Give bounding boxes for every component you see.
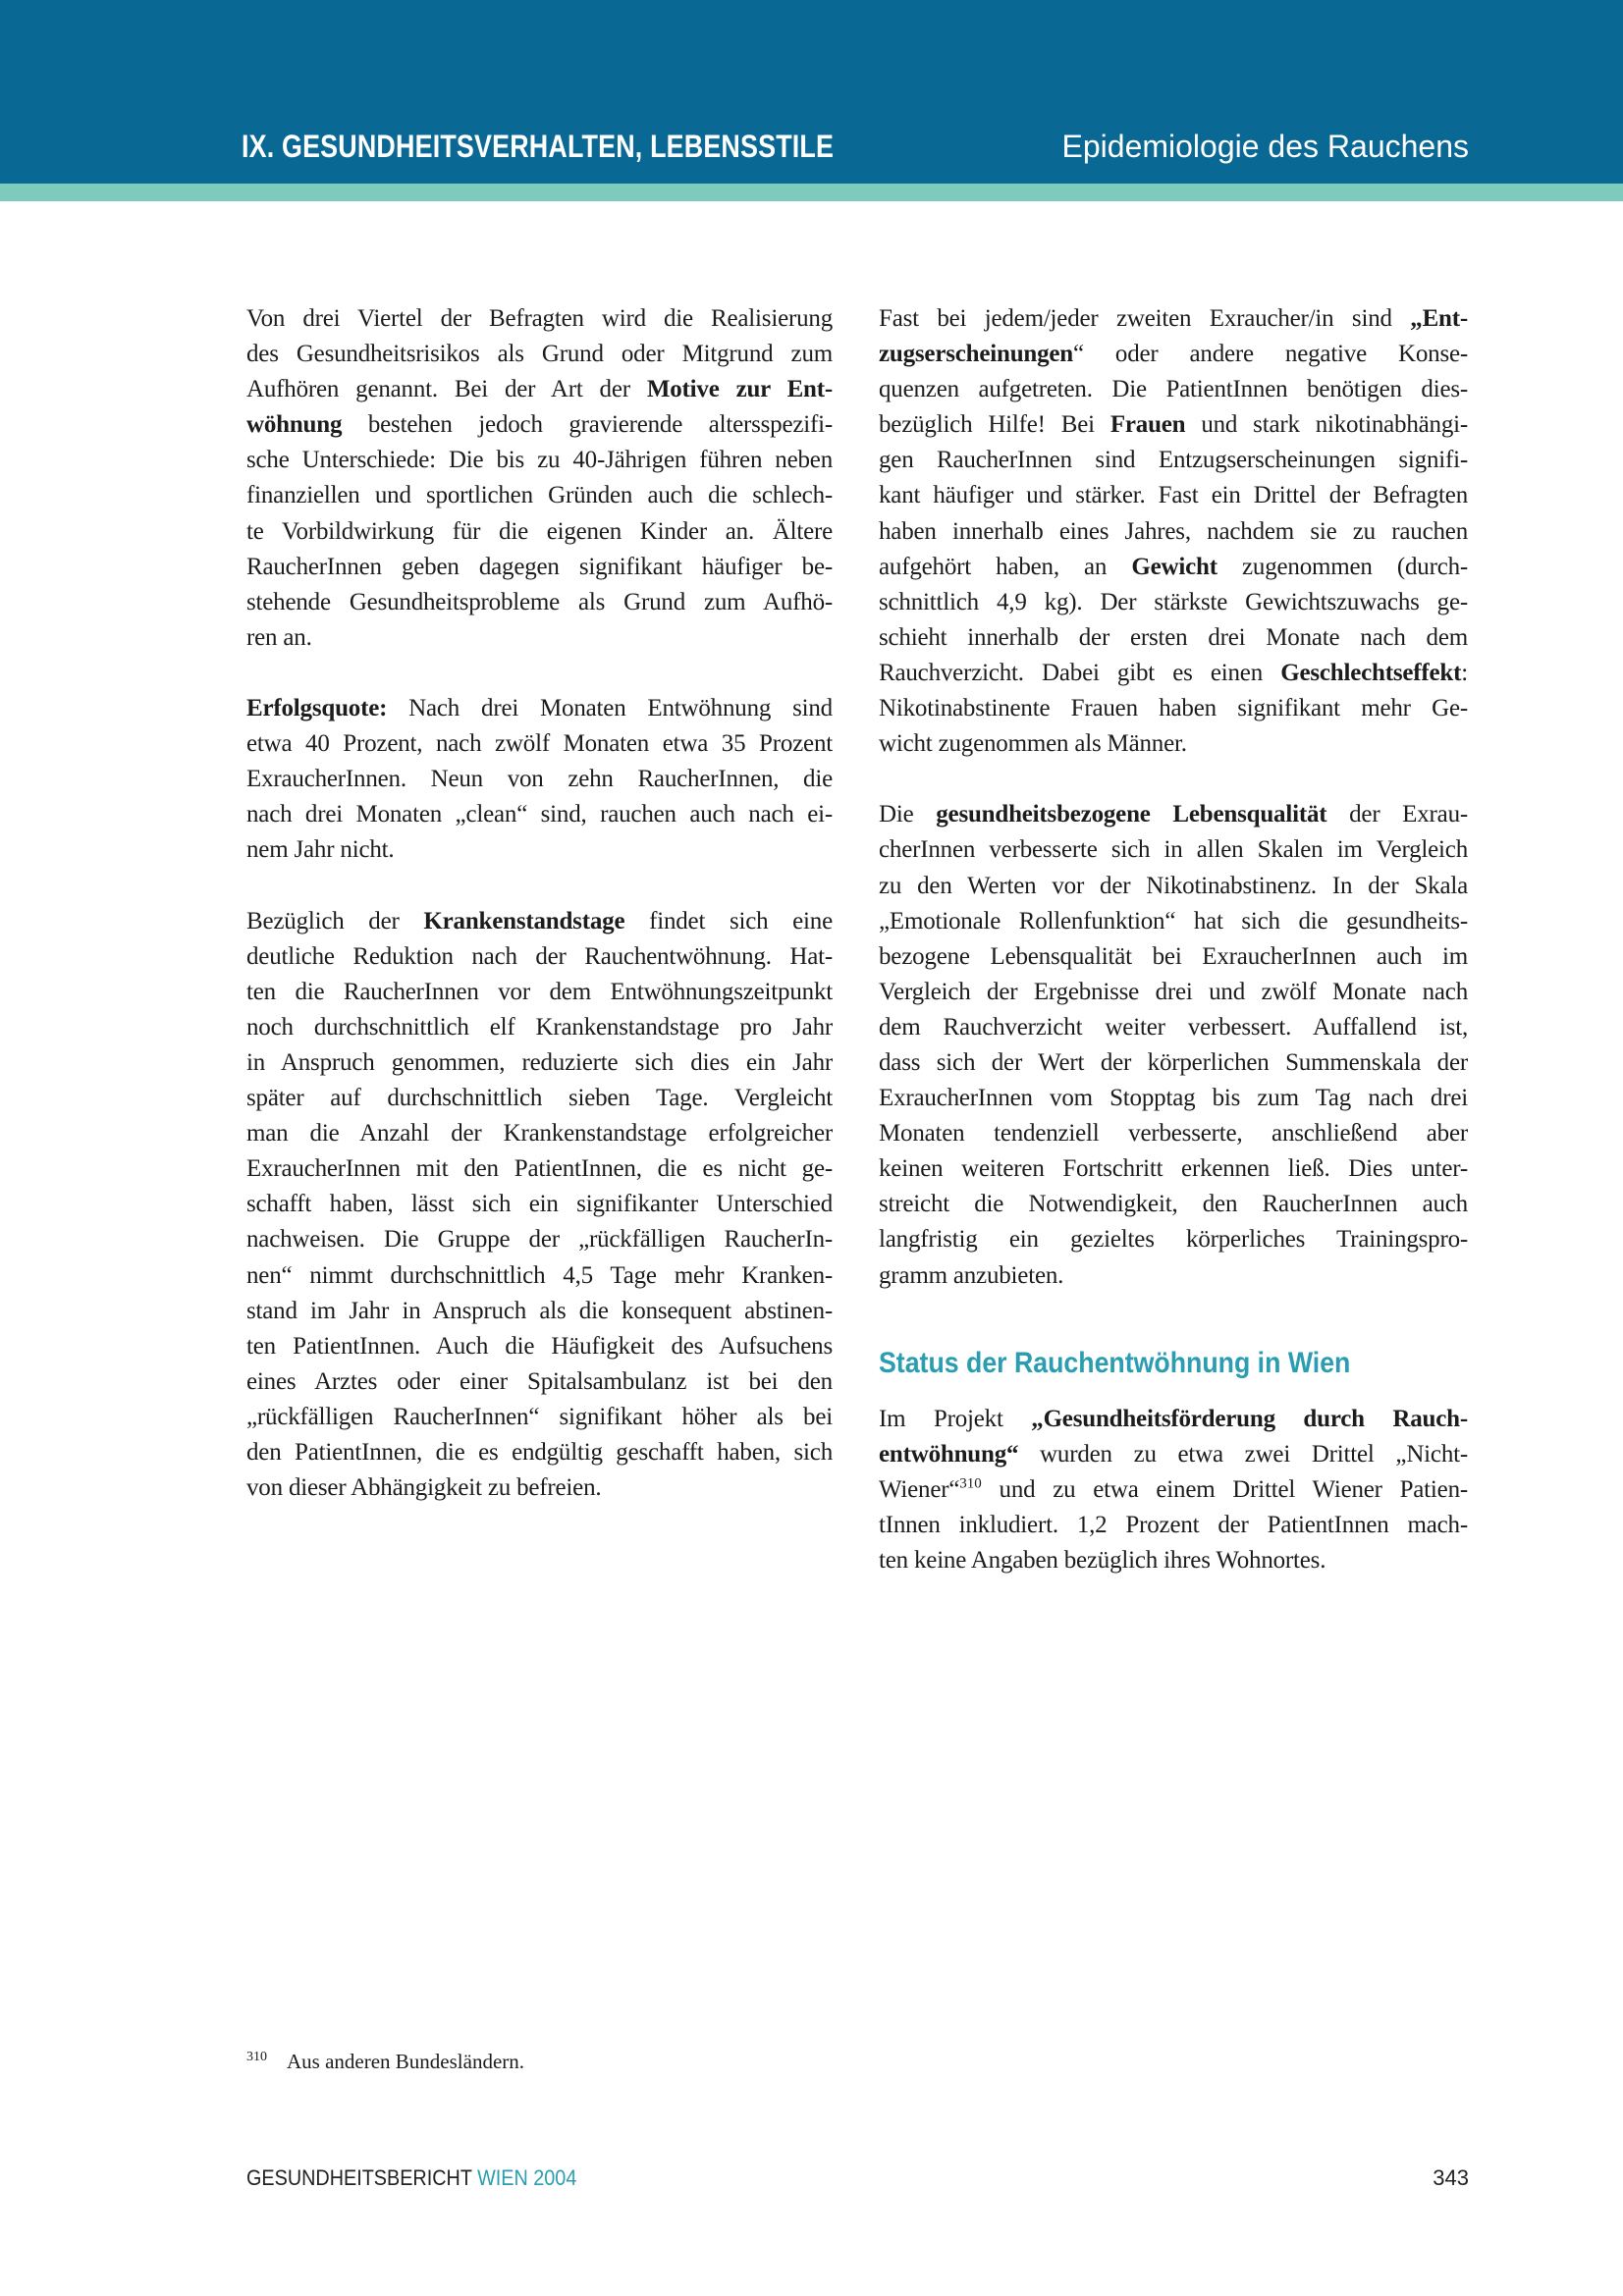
text-line (879, 1045, 1468, 1081)
text-run: findet sich eine (624, 907, 833, 934)
text-run: stand im Jahr in Anspruch als die konsequent abstinen- (246, 1297, 833, 1324)
text-run: Nikotinabstinente Frauen haben signifikant mehr Ge- (879, 695, 1468, 722)
text-run: Monaten tendenziell verbesserte, anschließend aber (879, 1120, 1468, 1148)
text-line (879, 1258, 1468, 1294)
text-line (246, 1435, 833, 1470)
paragraph (246, 301, 833, 656)
text-line (879, 443, 1468, 478)
text-run: zu den Werten vor der Nikotinabstinenz. In der Skala (879, 872, 1468, 899)
text-run: eines Arztes oder einer Spitalsambulanz ist bei den (246, 1367, 833, 1395)
text-run: bezüglich Hilfe! Bei (879, 411, 1110, 439)
text-run: gramm anzubieten. (879, 1261, 1064, 1289)
footnote-text: Aus anderen Bundesländern. (287, 2050, 525, 2073)
text-line (879, 869, 1468, 904)
text-line (879, 1010, 1468, 1045)
text-line (879, 904, 1468, 939)
text-run: langfristig ein gezieltes körperliches Trainingspro- (879, 1226, 1468, 1254)
text-run: dem Rauchverzicht weiter verbessert. Auffallend ist, (879, 1013, 1468, 1041)
text-line (879, 975, 1468, 1010)
text-run: und stark nikotinabhängi- (1185, 411, 1469, 439)
text-run: haben innerhalb eines Jahres, nachdem sie zu rauchen (879, 517, 1468, 545)
text-line (246, 407, 833, 443)
text-run: „rückfälligen RaucherInnen“ signifikant höher als bei (246, 1403, 833, 1430)
text-line (879, 939, 1468, 975)
text-line (246, 726, 833, 762)
text-run: Fast bei jedem/jeder zweiten Exraucher/in sind (879, 305, 1411, 332)
bold-text: Gewicht (1131, 553, 1217, 580)
text-line (879, 1437, 1468, 1472)
text-line (879, 301, 1468, 337)
paragraph (246, 904, 833, 1507)
text-run: in Anspruch genommen, reduzierte sich dies ein Jahr (246, 1048, 833, 1076)
text-line (246, 1364, 833, 1400)
text-run: der Exrau- (1326, 801, 1468, 828)
text-line (879, 1472, 1468, 1508)
text-run: streicht die Notwendigkeit, den RaucherInnen auch (879, 1191, 1468, 1218)
text-line (246, 832, 833, 868)
text-run: von dieser Abhängigkeit zu befreien. (246, 1474, 602, 1502)
text-line (246, 1010, 833, 1045)
text-line (879, 372, 1468, 407)
bold-text: Krankenstandstage (423, 907, 625, 934)
text-run: etwa 40 Prozent, nach zwölf Monaten etwa 35 Prozent (246, 730, 833, 758)
text-line (246, 1400, 833, 1435)
text-line (246, 337, 833, 372)
text-line (246, 550, 833, 585)
text-line (246, 620, 833, 656)
text-run: kant häufiger und stärker. Fast ein Drittel der Befragten (879, 482, 1468, 509)
text-run: nachweisen. Die Gruppe der „rückfälligen RaucherIn- (246, 1226, 833, 1254)
text-run: sche Unterschiede: Die bis zu 40-Jährigen führen neben (246, 447, 833, 474)
page-footer (246, 2163, 1469, 2193)
footnote-reference: 310 (959, 1475, 982, 1492)
text-run: wurden zu etwa zwei Drittel „Nicht- (1018, 1440, 1468, 1468)
text-run: Im Projekt (879, 1405, 1032, 1432)
text-line (246, 514, 833, 550)
text-line (246, 1045, 833, 1081)
text-line (246, 1151, 833, 1187)
text-line (879, 832, 1468, 868)
text-line (879, 1116, 1468, 1151)
text-run: gen RaucherInnen sind Entzugserscheinungen signifi- (879, 447, 1468, 474)
text-line (879, 656, 1468, 691)
text-run: ExraucherInnen vom Stopptag bis zum Tag nach drei (879, 1085, 1468, 1112)
paragraph (879, 1402, 1468, 1578)
text-line (246, 1222, 833, 1257)
text-line (246, 301, 833, 337)
left-text-column (246, 301, 833, 1506)
text-line (246, 691, 833, 726)
bold-text: „Gesundheitsförderung durch Rauch- (1031, 1405, 1468, 1432)
text-run: ren an. (246, 623, 312, 651)
text-run: ExraucherInnen mit den PatientInnen, die es nicht ge- (246, 1155, 833, 1183)
text-line (246, 372, 833, 407)
text-run: Die (879, 801, 937, 828)
bold-text: Erfolgsquote: (246, 695, 388, 722)
text-line (246, 939, 833, 975)
text-line (246, 443, 833, 478)
text-line (879, 585, 1468, 620)
text-line (246, 1329, 833, 1364)
text-line (879, 407, 1468, 443)
bold-text: Motive zur Ent- (646, 376, 833, 403)
text-run: “ oder andere negative Konse- (1073, 341, 1468, 368)
text-run: und zu etwa einem Drittel Wiener Patien- (981, 1476, 1468, 1503)
paragraph (246, 691, 833, 868)
text-run: Rauchverzicht. Dabei gibt es einen (879, 659, 1281, 686)
text-line (246, 975, 833, 1010)
text-run: RaucherInnen geben dagegen signifikant häufiger be- (246, 553, 833, 580)
text-line (879, 478, 1468, 513)
footer-edition: WIEN 2004 (477, 2165, 577, 2190)
text-run: ten die RaucherInnen vor dem Entwöhnungszeitpunkt (246, 978, 833, 1005)
text-run: Nach drei Monaten Entwöhnung sind (387, 695, 833, 722)
page-number: 343 (1433, 2165, 1469, 2190)
text-run: dass sich der Wert der körperlichen Summenskala der (879, 1048, 1468, 1076)
text-line (246, 1258, 833, 1294)
text-run: Bezüglich der (246, 907, 424, 934)
section-heading-text: Status der Rauchentwöhnung in Wien (879, 1347, 1351, 1380)
text-run: Von drei Viertel der Befragten wird die Realisierung (246, 305, 833, 332)
text-line (879, 1402, 1468, 1437)
text-line (879, 1187, 1468, 1222)
bold-text: zugserscheinungen (879, 341, 1074, 368)
text-line (879, 514, 1468, 550)
text-line (879, 620, 1468, 656)
right-text-column (879, 301, 1468, 1578)
footer-publication (246, 2163, 576, 2193)
footer-publication-title: GESUNDHEITSBERICHT (246, 2165, 472, 2190)
text-run: des Gesundheitsrisikos als Grund oder Mitgrund zum (246, 341, 833, 368)
text-run: man die Anzahl der Krankenstandstage erfolgreicher (246, 1120, 833, 1148)
text-run: cherInnen verbesserte sich in allen Skalen im Vergleich (879, 836, 1468, 864)
text-run: Vergleich der Ergebnisse drei und zwölf Monate nach (879, 978, 1468, 1005)
text-line (246, 1294, 833, 1329)
text-run: nem Jahr nicht. (246, 836, 395, 864)
bold-text: „Ent- (1410, 305, 1468, 332)
text-line (879, 726, 1468, 762)
text-line (246, 904, 833, 939)
text-run: bezogene Lebensqualität bei ExraucherInnen auch im (879, 942, 1468, 970)
text-run: quenzen aufgetreten. Die PatientInnen benötigen dies- (879, 376, 1468, 403)
text-run: te Vorbildwirkung für die eigenen Kinder an. Ältere (246, 517, 833, 545)
text-run: tInnen inkludiert. 1,2 Prozent der PatientInnen mach- (879, 1512, 1468, 1539)
bold-text: entwöhnung“ (879, 1440, 1019, 1468)
text-run: ExraucherInnen. Neun von zehn RaucherInnen, die (246, 766, 833, 793)
text-run: später auf durchschnittlich sieben Tage. Vergleicht (246, 1085, 833, 1112)
text-run: aufgehört haben, an (879, 553, 1132, 580)
text-run: wicht zugenommen als Männer. (879, 730, 1187, 758)
text-run: den PatientInnen, die es endgültig geschafft haben, sich (246, 1439, 833, 1466)
chapter-title: Epidemiologie des Rauchens (1061, 129, 1469, 164)
text-run: keinen weiteren Fortschritt erkennen ließ. Dies unter- (879, 1155, 1468, 1183)
text-run: zugenommen (durch- (1217, 553, 1469, 580)
text-run: Aufhören genannt. Bei der Art der (246, 376, 647, 403)
text-run: schieht innerhalb der ersten drei Monate nach dem (879, 623, 1468, 651)
text-run: nach drei Monaten „clean“ sind, rauchen auch nach ei- (246, 801, 833, 828)
bold-text: Geschlechtseffekt (1280, 659, 1462, 686)
text-line (246, 1187, 833, 1222)
text-line (879, 550, 1468, 585)
text-line (879, 1543, 1468, 1578)
text-line (246, 1081, 833, 1116)
text-line (879, 691, 1468, 726)
text-run: noch durchschnittlich elf Krankenstandstage pro Jahr (246, 1013, 833, 1041)
text-line (246, 585, 833, 620)
section-heading (879, 1344, 1468, 1383)
text-line (879, 1151, 1468, 1187)
text-line (879, 1081, 1468, 1116)
footnote-number: 310 (246, 2050, 267, 2064)
text-run: schafft haben, lässt sich ein signifikanter Unterschied (246, 1191, 833, 1218)
text-run: : (1461, 659, 1468, 686)
header-accent-stripe (0, 184, 1623, 201)
bold-text: wöhnung (246, 411, 343, 439)
text-line (246, 478, 833, 513)
text-line (246, 797, 833, 832)
text-run: „Emotionale Rollenfunktion“ hat sich die gesundheits- (879, 907, 1468, 934)
text-run: Wiener“ (879, 1476, 960, 1503)
bold-text: Frauen (1109, 411, 1186, 439)
paragraph (879, 301, 1468, 762)
footnote (246, 2047, 524, 2076)
text-line (879, 797, 1468, 832)
text-line (246, 762, 833, 797)
section-title: IX. GESUNDHEITSVERHALTEN, LEBENSSTILE (242, 129, 835, 164)
text-line (246, 1116, 833, 1151)
bold-text: gesundheitsbezogene Lebensqualität (936, 801, 1327, 828)
text-line (246, 1470, 833, 1506)
text-run: schnittlich 4,9 kg). Der stärkste Gewichtszuwachs ge- (879, 588, 1468, 615)
text-run: deutliche Reduktion nach der Rauchentwöhnung. Hat- (246, 942, 833, 970)
text-run: ten keine Angaben bezüglich ihres Wohnortes. (879, 1547, 1326, 1575)
paragraph (879, 797, 1468, 1293)
text-run: finanziellen und sportlichen Gründen auch die schlech- (246, 482, 833, 509)
text-run: stehende Gesundheitsprobleme als Grund zum Aufhö- (246, 588, 833, 615)
text-line (879, 1508, 1468, 1543)
text-line (879, 1222, 1468, 1257)
text-run: ten PatientInnen. Auch die Häufigkeit des Aufsuchens (246, 1332, 833, 1360)
text-line (879, 337, 1468, 372)
text-run: nen“ nimmt durchschnittlich 4,5 Tage mehr Kranken- (246, 1261, 833, 1289)
text-run: bestehen jedoch gravierende altersspezifi- (342, 411, 833, 439)
